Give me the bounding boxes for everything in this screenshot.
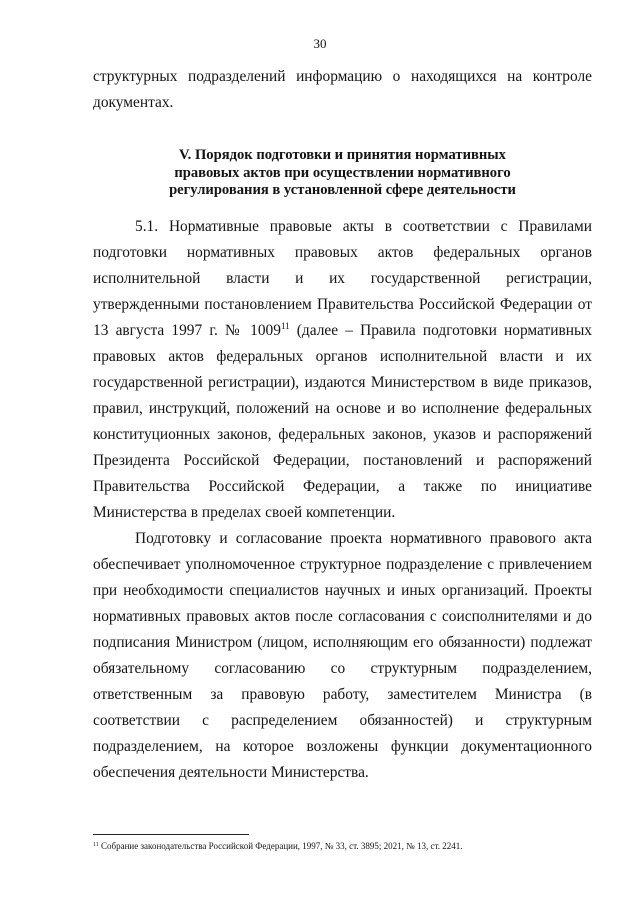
section-heading xyxy=(93,147,592,200)
continuation-block xyxy=(93,64,592,116)
section-heading-line-2: правовых актов при осуществлении нормативного xyxy=(174,164,511,181)
section-body xyxy=(93,214,592,786)
paragraph-5-1-rest: (далее – Правила подготовки нормативных правовых актов федеральных органов исполнительной власти и их государственной регистрации), издаются Министерством в виде приказов, правил, инструкций, положений на основе и во исполнение федеральных конституционных законов, федеральных законов, указов и распоряжений Президента Российской Федерации, постановлений и распоряжений Правительства Российской Федерации, а также по инициативе Министерства в пределах своей компетенции. xyxy=(93,322,592,521)
section-heading-line-3: регулирования в установленной сфере деятельности xyxy=(169,182,516,198)
paragraph-5-1 xyxy=(93,214,592,526)
continuation-paragraph: структурных подразделений информацию о находящихся на контроле документах. xyxy=(93,68,592,111)
page-number: 30 xyxy=(313,36,327,51)
footnote-reference: 11 xyxy=(280,321,290,331)
footnote xyxy=(93,840,603,852)
paragraph-approval: Подготовку и согласование проекта нормативного правового акта обеспечивает уполномоченное структурное подразделение с привлечением при необходимости специалистов научных и иных организаций. Проекты нормативных правовых актов после согласования с соисполнителями и до подписания Министром (лицом, исполняющим его обязанности) подлежат обязательному согласованию со структурным подразделением, ответственным за правовую работу, заместителем Министра (в соответствии с распределением обязанностей) и структурным подразделением, на которое возложены функции документационного обеспечения деятельности Министерства. xyxy=(93,530,592,781)
footnote-marker: 11 xyxy=(93,842,99,848)
section-heading-line-1: V. Порядок подготовки и принятия нормативных xyxy=(179,147,506,163)
footnote-divider xyxy=(93,834,249,835)
paragraph-5-1-start: 5.1. Нормативные правовые акты в соответствии с Правилами подготовки нормативных правовых актов федеральных органов исполнительной власти и их государственной регистрации, утвержденными постановлением Правительства Российской Федерации от 13 августа 1997 г. № 1009 xyxy=(93,218,592,339)
footnote-text: Собрание законодательства Российской Федерации, 1997, № 33, ст. 3895; 2021, № 13, ст. 2241. xyxy=(98,841,463,851)
